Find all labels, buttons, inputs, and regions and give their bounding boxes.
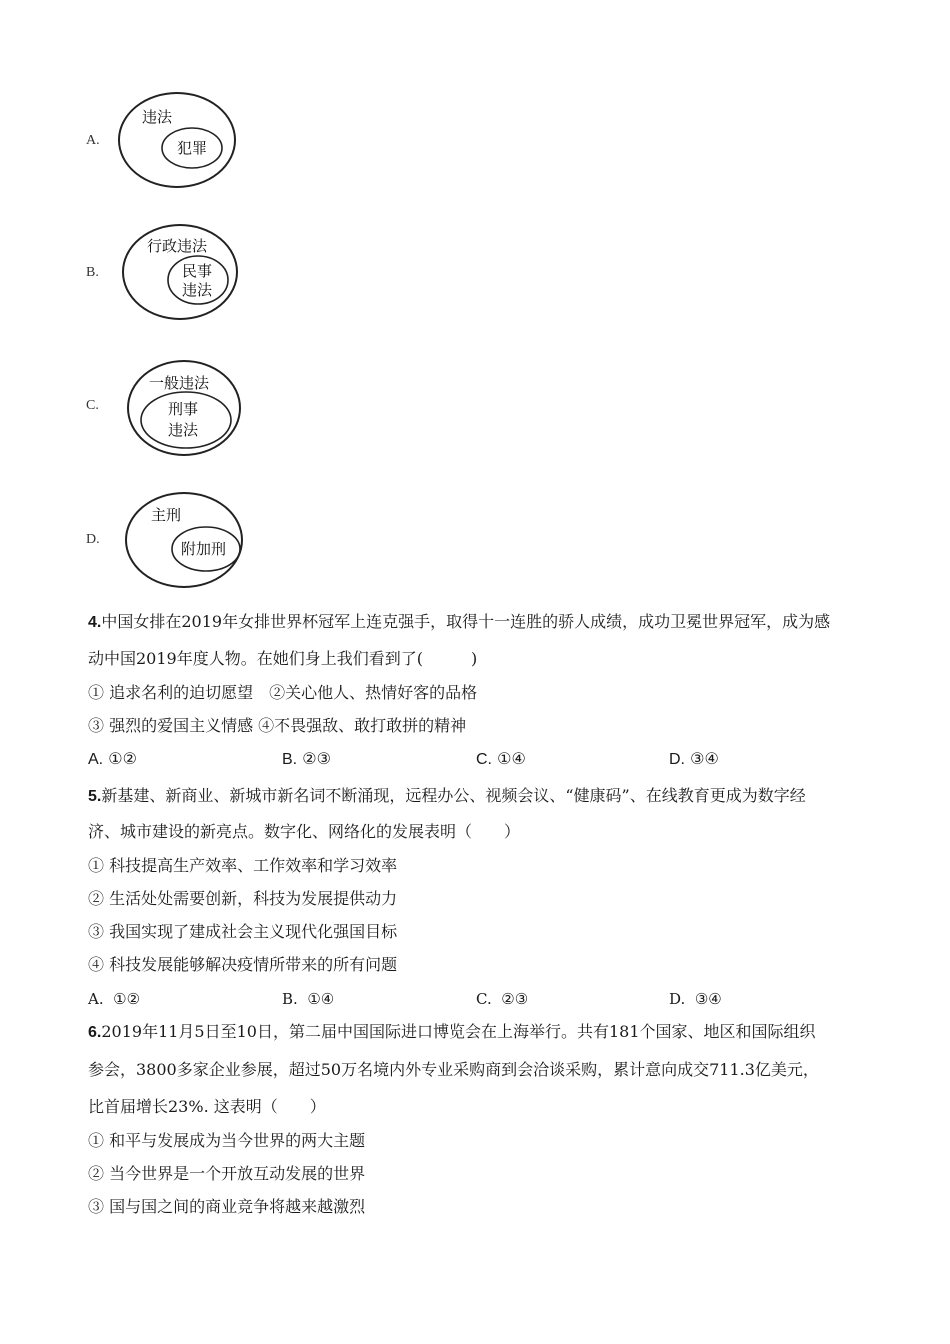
stem-text: 新基建、新商业、新城市新名词不断涌现，远程办公、视频会议、“健康码”、在线教育更成为数字经: [101, 786, 806, 805]
stem-text: 中国女排在2019年女排世界杯冠军上连克强手，取得十一连胜的骄人成绩，成功卫冕世界冠军，成为感: [101, 612, 831, 631]
choice-text: ②③: [302, 749, 331, 768]
outer-label: 行政违法: [147, 237, 208, 255]
choice-letter: D.: [669, 990, 686, 1008]
choice-d[interactable]: [669, 989, 722, 1009]
choice-a[interactable]: [88, 749, 137, 770]
choice-text: ①④: [307, 990, 335, 1008]
venn-diagram: [126, 358, 250, 458]
choice-text: ②③: [501, 990, 529, 1008]
statement: ② 当今世界是一个开放互动发展的世界: [88, 1164, 366, 1183]
inner-label: 违法: [168, 421, 199, 439]
choice-a[interactable]: [88, 989, 140, 1009]
choice-text: ①②: [108, 749, 137, 768]
stem-text: 参会，3800多家企业参展，超过50万名境内外专业采购商到会洽谈采购，累计意向成交711.3亿美元，: [88, 1060, 819, 1079]
statement: ③ 国与国之间的商业竞争将越来越激烈: [88, 1197, 366, 1216]
choice-b[interactable]: [282, 749, 331, 770]
inner-label: 刑事: [168, 400, 199, 418]
statement: ③ 强烈的爱国主义情感 ④不畏强敌、敢打敢拼的精神: [88, 716, 467, 735]
choice-c[interactable]: [476, 749, 526, 770]
option-letter: D.: [86, 532, 100, 547]
statement: ① 追求名利的迫切愿望 ②关心他人、热情好客的品格: [88, 683, 478, 702]
statement: ① 和平与发展成为当今世界的两大主题: [88, 1131, 366, 1150]
choice-letter: C.: [476, 751, 492, 768]
inner-label: 民事: [182, 262, 213, 280]
inner-label: 附加刑: [181, 540, 227, 558]
statement: ③ 我国实现了建成社会主义现代化强国目标: [88, 922, 398, 941]
outer-label: 违法: [142, 108, 173, 126]
stem-text: 动中国2019年度人物。在她们身上我们看到了( ): [88, 649, 478, 668]
choice-letter: C.: [476, 990, 492, 1008]
choice-letter: A.: [88, 990, 104, 1008]
option-letter: B.: [86, 265, 99, 280]
choice-b[interactable]: [282, 989, 334, 1009]
stem-text: 2019年11月5日至10日，第二届中国国际进口博览会在上海举行。共有181个国家、地区和国际组织: [101, 1022, 816, 1041]
choice-text: ③④: [690, 749, 719, 768]
venn-diagram: [116, 90, 240, 190]
statement: ① 科技提高生产效率、工作效率和学习效率: [88, 856, 398, 875]
question-number: 6.: [88, 1024, 102, 1041]
choice-letter: A.: [88, 751, 104, 768]
question-stem: [88, 1022, 816, 1043]
question-stem: [88, 612, 830, 633]
choice-text: ①②: [113, 990, 141, 1008]
option-letter: C.: [86, 398, 99, 413]
venn-diagram: [124, 490, 248, 590]
choice-text: ③④: [694, 990, 722, 1008]
stem-text: 济、城市建设的新亮点。数字化、网络化的发展表明（ ）: [88, 822, 521, 841]
statement: ④ 科技发展能够解决疫情所带来的所有问题: [88, 955, 398, 974]
inner-label: 犯罪: [177, 139, 208, 157]
venn-diagram: [120, 222, 244, 322]
question-number: 4.: [88, 614, 102, 631]
choice-text: ①④: [497, 749, 526, 768]
choice-d[interactable]: [669, 749, 719, 770]
outer-label: 主刑: [151, 506, 182, 524]
option-letter: A.: [86, 133, 100, 148]
outer-label: 一般违法: [149, 374, 210, 392]
inner-label: 违法: [182, 281, 213, 299]
stem-text: 比首届增长23%. 这表明（ ）: [88, 1097, 326, 1116]
choice-letter: D.: [669, 751, 685, 768]
choice-c[interactable]: [476, 989, 528, 1009]
question-stem: [88, 786, 806, 807]
choice-letter: B.: [282, 990, 298, 1008]
question-number: 5.: [88, 788, 102, 805]
statement: ② 生活处处需要创新，科技为发展提供动力: [88, 889, 398, 908]
choice-letter: B.: [282, 751, 298, 768]
